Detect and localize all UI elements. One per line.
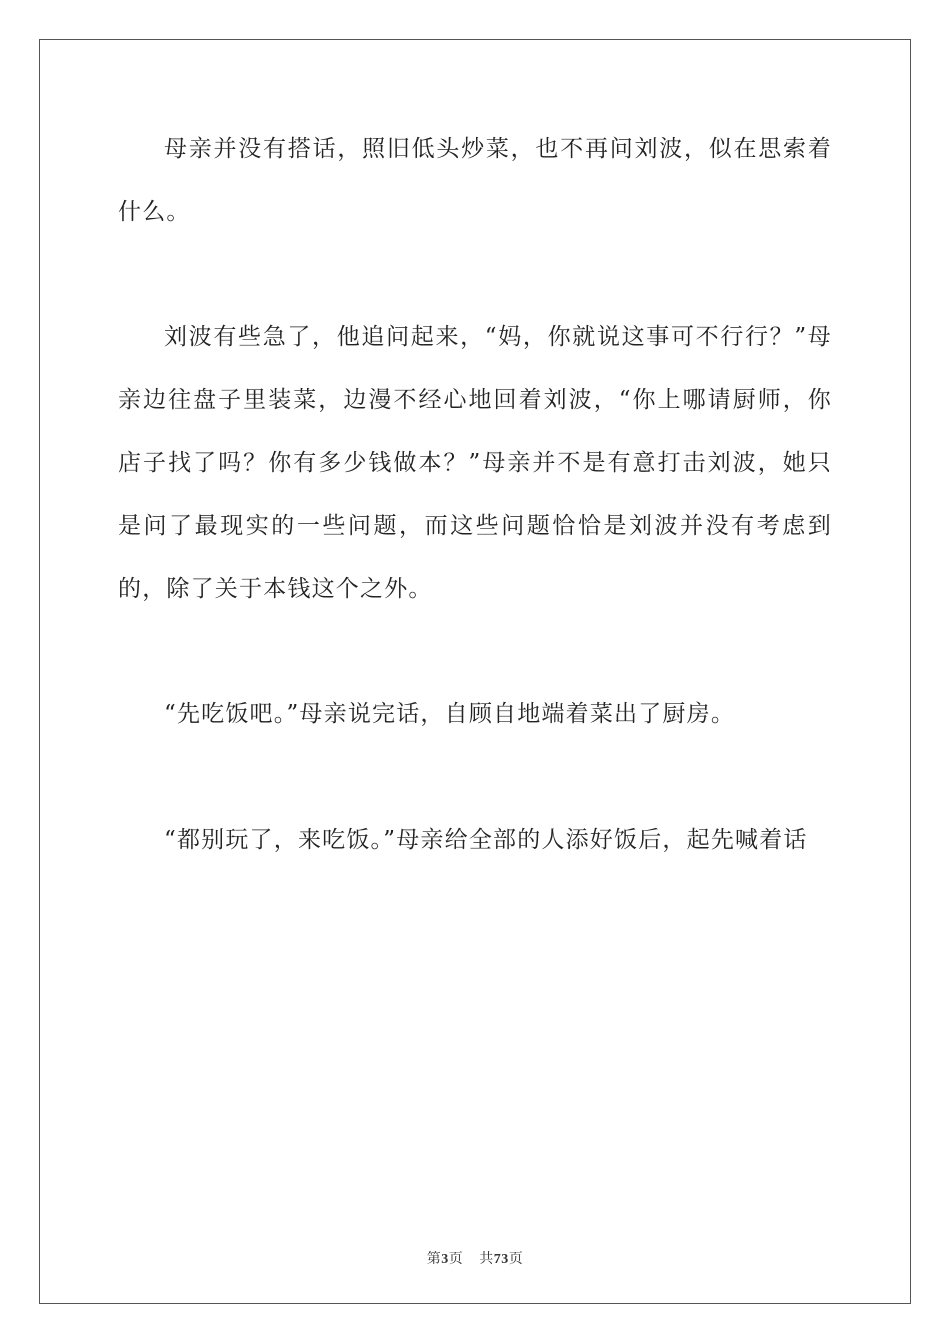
page-prefix: 第 [426, 1251, 442, 1267]
total-suffix: 页 [508, 1251, 524, 1267]
document-body [118, 118, 832, 872]
paragraph: 刘波有些急了，他追问起来，“妈，你就说这事可不行行？”母亲边往盘子里装菜，边漫不经心地回着刘波，“你上哪请厨师，你店子找了吗？你有多少钱做本？”母亲并不是有意打击刘波，她只是问了最现实的一些问题，而这些问题恰恰是刘波并没有考虑到的，除了关于本钱这个之外。 [118, 324, 832, 602]
page-suffix: 页 [448, 1251, 464, 1267]
total-pages: 73 [493, 1252, 509, 1267]
paragraph: “都别玩了，来吃饭。”母亲给全部的人添好饭后，起先喊着话 [164, 826, 808, 853]
page-footer [0, 1248, 950, 1268]
paragraph: “先吃饭吧。”母亲说完话，自顾自地端着菜出了厨房。 [164, 701, 736, 728]
page-number: 3 [441, 1252, 449, 1267]
total-prefix: 共 [479, 1251, 494, 1267]
paragraph: 母亲并没有搭话，照旧低头炒菜，也不再问刘波，似在思索着什么。 [118, 136, 832, 225]
